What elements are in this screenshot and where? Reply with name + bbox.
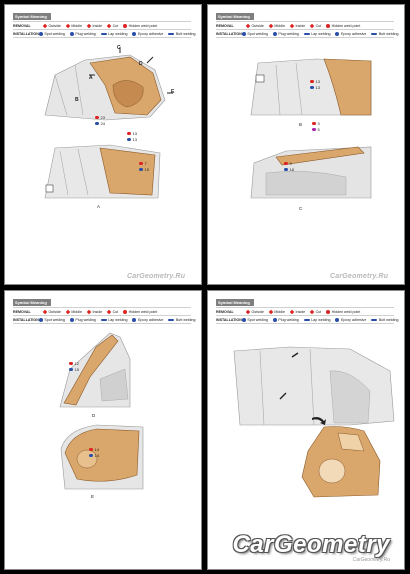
red-diamond-icon <box>43 23 48 28</box>
blue-bar-icon <box>304 33 310 35</box>
callout-d-red: 12 <box>69 361 79 366</box>
legend-item: Spot welding <box>39 32 65 36</box>
manual-page-1 <box>4 4 202 285</box>
legend-removal-label: REMOVAL <box>13 23 31 28</box>
manual-page-2 <box>207 4 405 285</box>
symbol-legend <box>13 21 196 38</box>
blue-dot-icon <box>284 168 288 172</box>
blue-dot-icon <box>70 318 74 322</box>
blue-dot-icon <box>39 32 43 36</box>
callout-b-purple: 5 <box>312 127 320 132</box>
blue-dot-icon <box>335 32 339 36</box>
view-label-b: B <box>75 97 79 103</box>
new-quarter-panel-illustration <box>294 421 384 501</box>
legend-item: Cut <box>107 24 118 28</box>
blue-dot-icon <box>89 454 93 458</box>
symbol-meaning-title: Symbol Meaning <box>13 299 51 306</box>
red-dot-icon <box>284 162 288 166</box>
callout-top-blue: 24 <box>95 121 105 126</box>
watermark-text: CarGeometry.Ru <box>352 557 390 563</box>
red-dot-icon <box>123 310 127 314</box>
callout-e-red: 14 <box>89 447 99 452</box>
callout-b-red: 3 <box>312 121 320 126</box>
rear-quarter-overview-illustration <box>35 45 175 125</box>
figure-caption-b: B <box>299 122 303 127</box>
callout-a-blue: 13 <box>310 85 320 90</box>
legend-removal-row: REMOVAL Outside Middle Inside Cut Hidden weld point <box>216 21 394 30</box>
view-label-e: E <box>171 89 175 95</box>
symbol-meaning-title: Symbol Meaning <box>216 299 254 306</box>
manual-page-3 <box>4 290 202 570</box>
blue-dot-icon <box>242 32 246 36</box>
blue-dot-icon <box>273 32 277 36</box>
legend-item: Middle <box>66 24 82 28</box>
callout-c-blue: 18 <box>284 167 294 172</box>
blue-bar-icon <box>371 33 377 35</box>
red-dot-icon <box>139 162 143 166</box>
view-a-illustration <box>40 143 165 203</box>
blue-bar-icon <box>101 319 107 321</box>
red-diamond-icon <box>66 309 71 314</box>
blue-dot-icon <box>335 318 339 322</box>
blue-dot-icon <box>69 368 73 372</box>
callout-side-blue: 15 <box>139 167 149 172</box>
legend-installation-row: INSTALLATION Spot welding Plug welding Lap welding Epoxy adhesive Butt welding <box>216 316 394 324</box>
red-dot-icon <box>312 122 316 126</box>
blue-dot-icon <box>242 318 246 322</box>
blue-bar-icon <box>304 319 310 321</box>
figure-caption-a: A <box>97 204 101 209</box>
blue-dot-icon <box>70 32 74 36</box>
symbol-meaning-title: Symbol Meaning <box>216 13 254 20</box>
red-diamond-icon <box>269 23 274 28</box>
red-diamond-icon <box>246 23 251 28</box>
symbol-meaning-title: Symbol Meaning <box>13 13 51 20</box>
view-c-illustration <box>246 143 376 203</box>
red-dot-icon <box>326 24 330 28</box>
legend-item: Butt welding <box>168 32 195 36</box>
blue-bar-icon <box>168 33 174 35</box>
red-diamond-icon <box>290 309 295 314</box>
legend-item: Inside <box>87 24 102 28</box>
blue-dot-icon <box>273 318 277 322</box>
figure-caption-e: E <box>91 494 95 499</box>
blue-dot-icon <box>39 318 43 322</box>
red-dot-icon <box>310 80 314 84</box>
watermark-text: CarGeometry.Ru <box>127 273 186 280</box>
red-dot-icon <box>326 310 330 314</box>
legend-installation-row: INSTALLATION Spot welding Plug welding Lap welding Epoxy adhesive Butt welding <box>13 316 191 324</box>
legend-item: Hidden weld point <box>123 24 157 28</box>
red-dot-icon <box>123 24 127 28</box>
callout-e-blue: 14 <box>89 453 99 458</box>
red-diamond-icon <box>43 309 48 314</box>
blue-dot-icon <box>127 138 131 142</box>
red-diamond-icon <box>87 309 92 314</box>
red-diamond-icon <box>87 23 92 28</box>
legend-removal-row: REMOVAL Outside Middle Inside Cut Hidden weld point <box>216 307 394 316</box>
blue-dot-icon <box>139 168 143 172</box>
legend-removal-row: REMOVAL Outside Middle Inside Cut Hidden weld point <box>13 307 191 316</box>
figure-caption-c: C <box>299 206 303 211</box>
red-diamond-icon <box>310 309 315 314</box>
blue-dot-icon <box>310 86 314 90</box>
watermark-text: CarGeometry.Ru <box>330 273 389 280</box>
legend-installation-row: INSTALLATION Spot welding Plug welding Lap welding Epoxy adhesive Butt welding <box>216 30 394 38</box>
install-arrow-icon <box>312 415 326 425</box>
view-label-d: D <box>139 61 143 67</box>
manual-page-4 <box>207 290 405 570</box>
legend-installation-label: INSTALLATION <box>13 31 39 36</box>
blue-dot-icon <box>132 318 136 322</box>
callout-d-blue: 15 <box>69 367 79 372</box>
callout-mid-red: 13 <box>127 131 137 136</box>
red-dot-icon <box>127 132 131 136</box>
callout-mid-blue: 13 <box>127 137 137 142</box>
symbol-legend <box>216 21 399 38</box>
callout-a-red: 13 <box>310 79 320 84</box>
callout-side-red: 7 <box>139 161 147 166</box>
red-diamond-icon <box>269 309 274 314</box>
view-label-a: A <box>89 75 93 81</box>
legend-item: Outside <box>43 24 61 28</box>
view-d-illustration <box>50 329 140 411</box>
blue-bar-icon <box>168 319 174 321</box>
red-diamond-icon <box>66 23 71 28</box>
red-dot-icon <box>69 362 73 366</box>
symbol-legend <box>13 307 196 324</box>
purple-dot-icon <box>312 128 316 132</box>
legend-item: Plug welding <box>70 32 96 36</box>
red-diamond-icon <box>246 309 251 314</box>
blue-dot-icon <box>95 122 99 126</box>
red-diamond-icon <box>107 23 112 28</box>
red-dot-icon <box>89 448 93 452</box>
red-diamond-icon <box>310 23 315 28</box>
figure-caption-d: D <box>92 413 96 418</box>
watermark-logo: CarGeometry <box>232 531 390 558</box>
callout-c-red: 9 <box>284 161 292 166</box>
legend-item: Lap welding <box>101 32 128 36</box>
legend-removal-row <box>13 21 191 30</box>
blue-dot-icon <box>132 32 136 36</box>
view-e-illustration <box>57 419 147 491</box>
symbol-legend <box>216 307 399 324</box>
view-label-c: C <box>117 45 121 51</box>
legend-installation-row <box>13 30 196 38</box>
red-dot-icon <box>95 116 99 120</box>
red-diamond-icon <box>290 23 295 28</box>
blue-bar-icon <box>371 319 377 321</box>
legend-item: Epoxy adhesive <box>132 32 163 36</box>
blue-bar-icon <box>101 33 107 35</box>
callout-top-red: 23 <box>95 115 105 120</box>
red-diamond-icon <box>107 309 112 314</box>
